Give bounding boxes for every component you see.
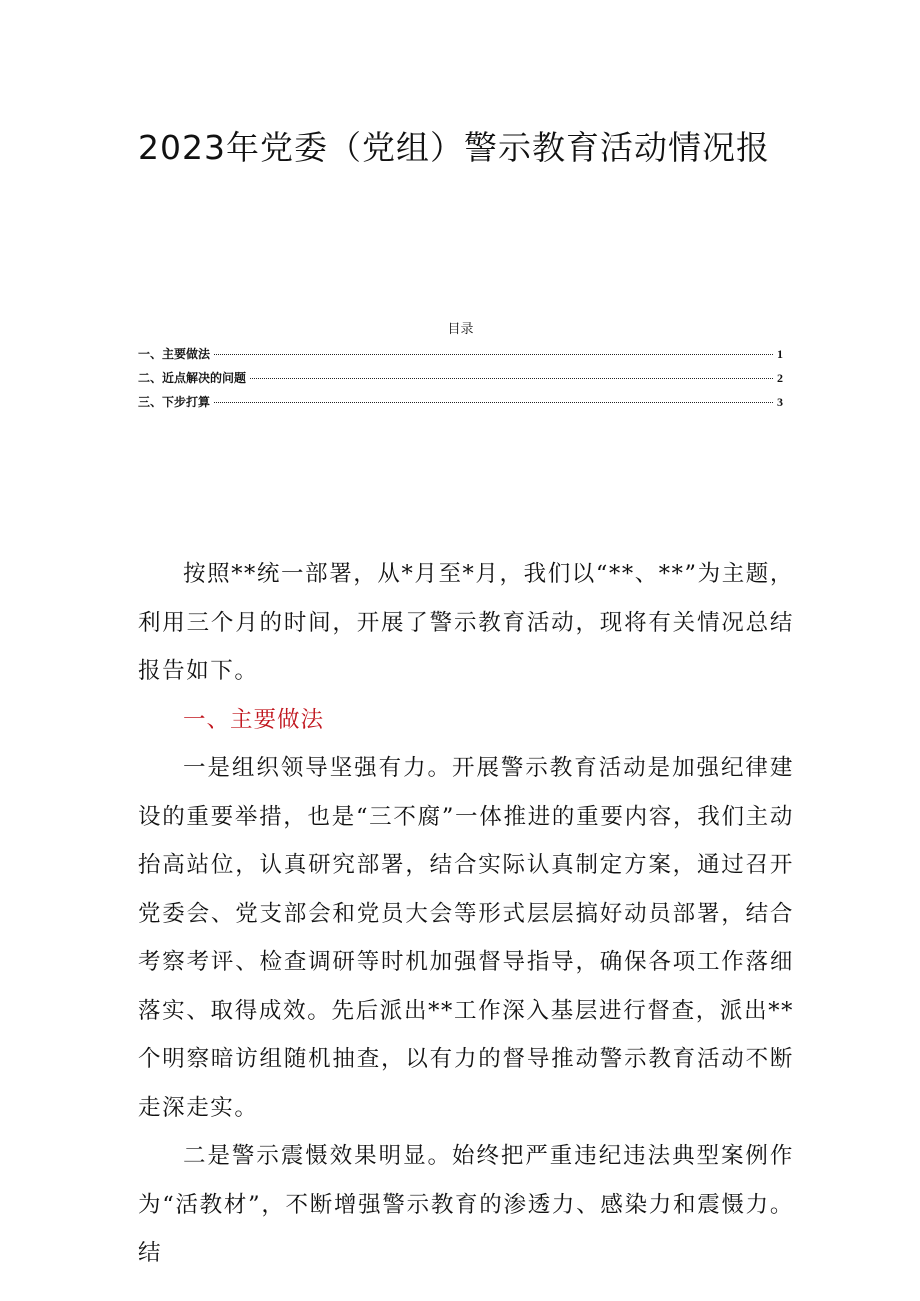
toc-item-label: 一、主要做法 <box>138 347 211 361</box>
toc-item[interactable] <box>138 345 783 369</box>
toc-dot-leader <box>214 402 773 403</box>
toc-heading: 目录 <box>447 322 474 337</box>
document-body <box>138 550 794 1278</box>
document-title: 2023年党委（党组）警示教育活动情况报 <box>138 128 770 167</box>
toc-item-page: 3 <box>777 395 783 409</box>
body-paragraph: 二是警示震慑效果明显。始终把严重违纪违法典型案例作为“活教材”，不断增强警示教育的渗透力、感染力和震慑力。结 <box>138 1143 794 1266</box>
toc-item[interactable] <box>138 393 783 417</box>
toc-item-label: 三、下步打算 <box>138 395 211 409</box>
table-of-contents <box>138 318 783 417</box>
toc-item-page: 1 <box>777 347 783 361</box>
toc-item[interactable] <box>138 369 783 393</box>
intro-paragraph: 按照**统一部署，从*月至*月，我们以“**、**”为主题，利用三个月的时间，开展了警示教育活动，现将有关情况总结报告如下。 <box>138 561 795 684</box>
toc-dot-leader <box>214 354 773 355</box>
body-paragraph: 一是组织领导坚强有力。开展警示教育活动是加强纪律建设的重要举措，也是“三不腐”一体推进的重要内容，我们主动抬高站位，认真研究部署，结合实际认真制定方案，通过召开党委会、党支部会和党员大会等形式层层搞好动员部署，结合考察考评、检查调研等时机加强督导指导，确保各项工作落细落实、取得成效。先后派出**工作深入基层进行督查，派出**个明察暗访组随机抽查，以有力的督导推动警示教育活动不断走深走实。 <box>138 755 794 1121</box>
toc-dot-leader <box>250 378 773 379</box>
toc-item-label: 二、近点解决的问题 <box>138 371 247 385</box>
toc-item-page: 2 <box>777 371 783 385</box>
section-heading: 一、主要做法 <box>183 706 325 733</box>
